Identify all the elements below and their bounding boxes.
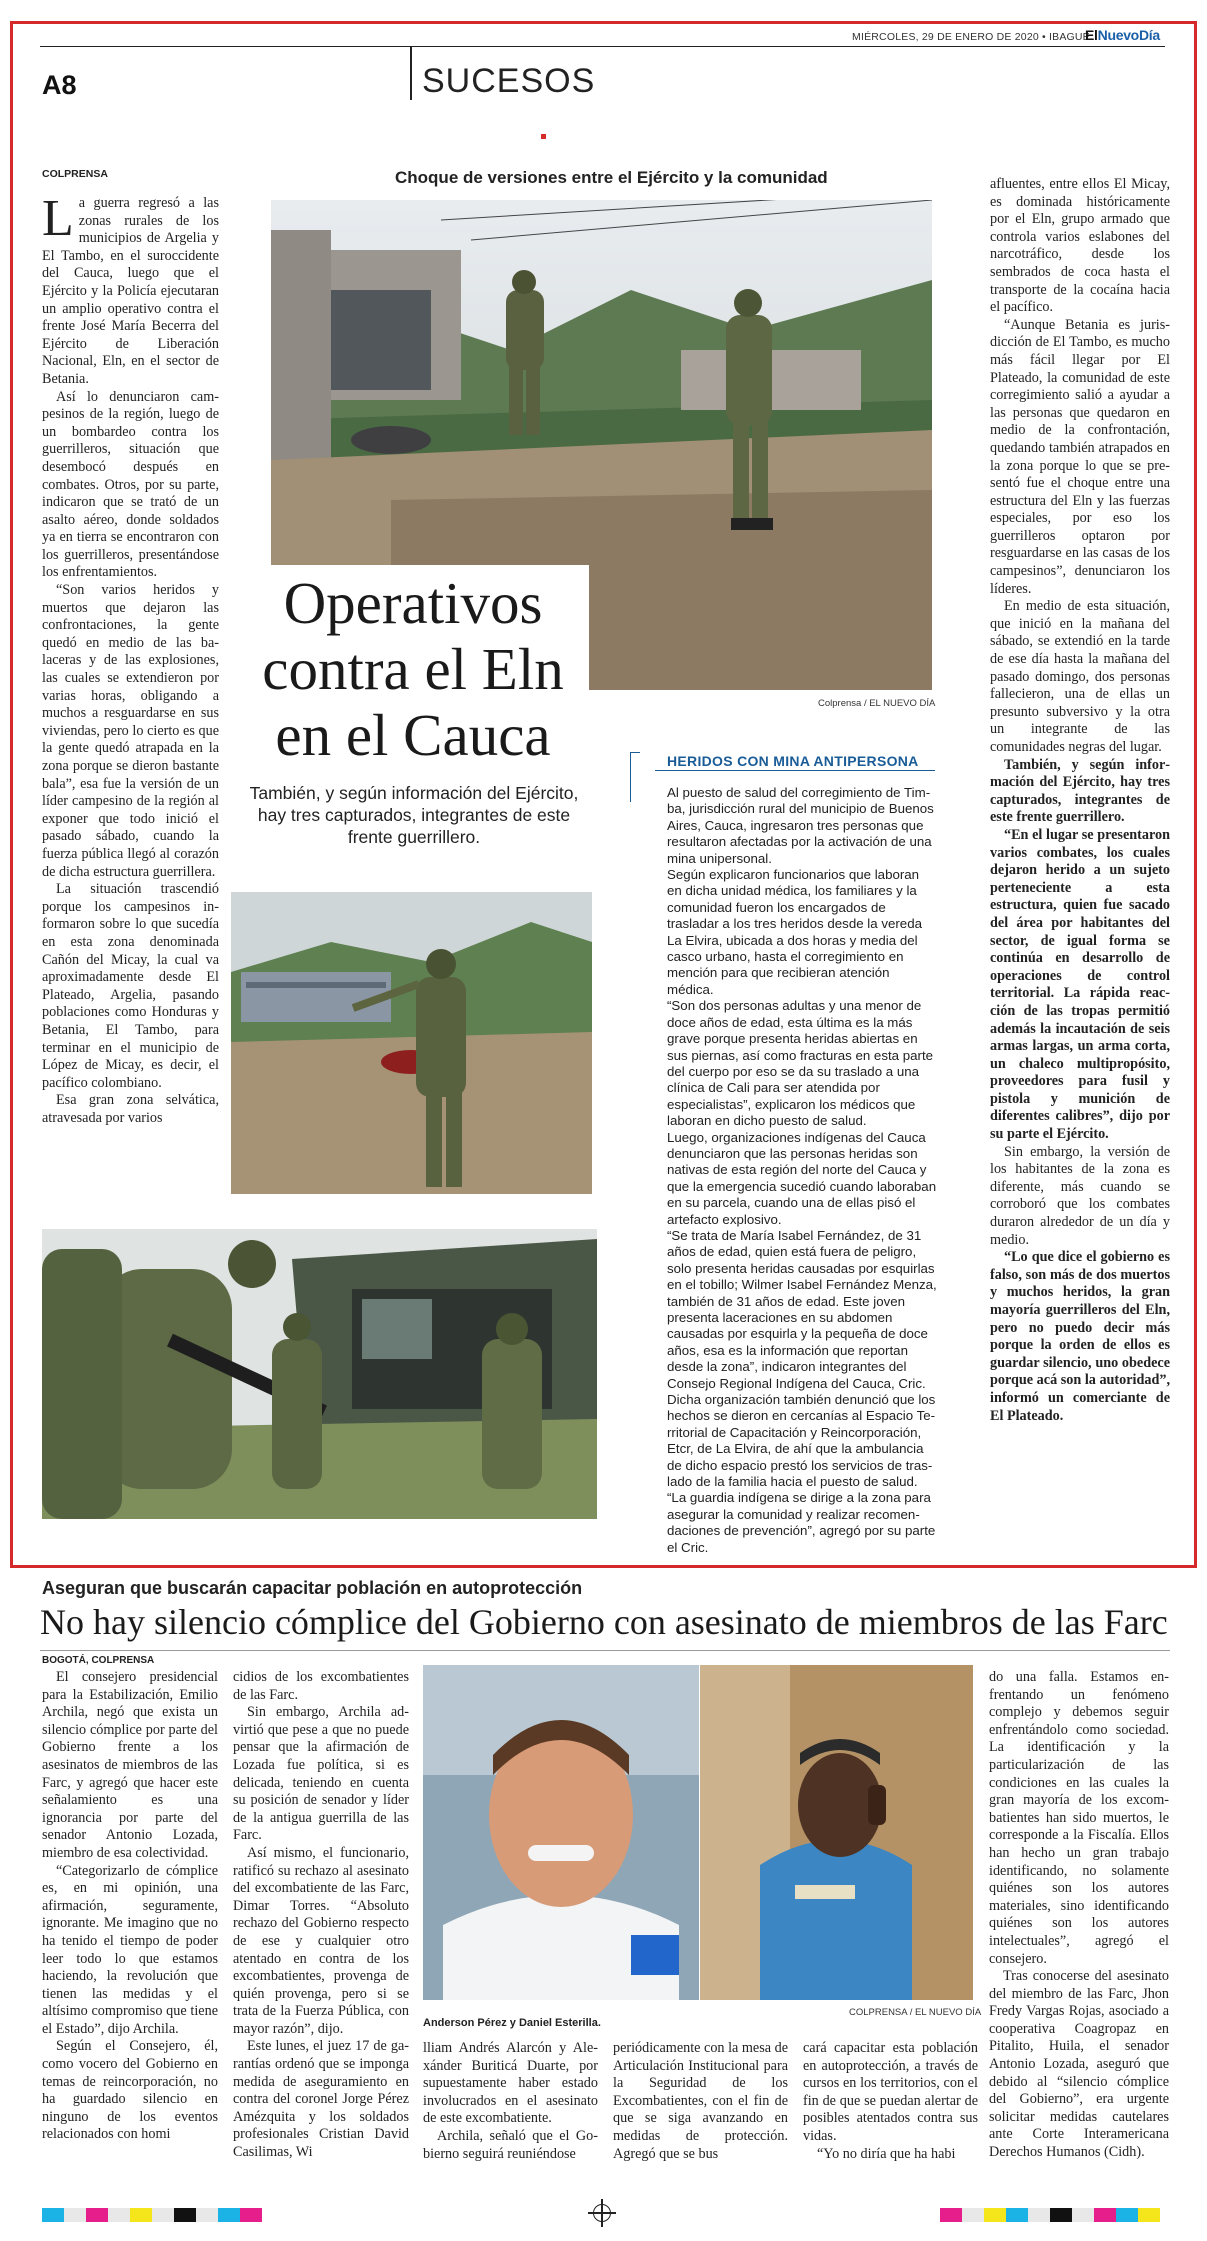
section-title: SUCESOS <box>422 62 596 100</box>
print-registration-bar-right <box>940 2207 1160 2226</box>
story2-col1-p2: Según el Consejero, él, como vocero del Gobierno en temas de reincorporación, no ha guardado silencio en ninguno de los eventos relacionados con homi <box>42 2038 218 2143</box>
sidebar-p0: Al puesto de salud del corregimiento de Timba, jurisdicción rural del municipio de Buenos Aires, Cauca, ingresaron tres personas que resultaron afectadas por la activación de una mina unipersonal. <box>667 785 934 866</box>
photo-anderson-perez <box>423 1665 699 2000</box>
registration-mark-cross-v <box>601 2199 603 2227</box>
sidebar-p3: Luego, organizaciones indígenas del Cauca denunciaron que las personas heridas son nativas de esta región del norte del Cauca y que la emergencia sucedió cuando laboraban en su parcela, cuando una de ellas pisó el artefacto explosivo. <box>667 1129 937 1227</box>
story1-col3-p0: afluentes, entre ellos El Micay, es dominada históricamente por el Eln, grupo armado que controla varios eslabones del narcotráfico, desde los sembrados de coca hasta el transporte de la cocaína hacia el pacífico. <box>990 176 1170 316</box>
story1-col3-p6: “Lo que dice el gobierno es falso, son más de dos muertos y muchos heridos, la gran mayoría guerrilleros del Eln, pero no puedo decir más porque la orden de ellos es guardar silencio, uno obedece porque acá son la autoridad”, informó un comerciante de El Plateado. <box>990 1249 1170 1424</box>
story2-col2-p3: Este lunes, el juez 17 de garantías ordenó que se imponga medida de aseguramiento en contra del coronel Jorge Pérez Amézquita y los soldados profesionales Cristian David Casilimas, Wi <box>233 2038 409 2161</box>
story1-photo-caption: Choque de versiones entre el Ejército y la comunidad <box>395 168 828 187</box>
story2-kicker: Aseguran que buscarán capacitar población en autoprotección <box>42 1578 583 1598</box>
sidebar-bracket <box>630 752 640 802</box>
page-number: A8 <box>42 70 77 100</box>
sidebar-p6: “La guardia indígena se dirige a la zona para asegurar la comunidad y realizar recomendaciones de prevención”, agregó por su parte el Cric. <box>667 1490 936 1555</box>
photo-soldier-village <box>231 892 592 1194</box>
story1-col1-paragraph <box>42 190 219 389</box>
date-line: MIÉRCOLES, 29 DE ENERO DE 2020 • IBAGUÉ <box>852 31 1090 43</box>
drop-cap: L <box>42 190 74 247</box>
photo-daniel-esterilla <box>700 1665 973 2000</box>
story1-col1-p1: Así lo denunciaron campesinos de la región, luego de un bombardeo contra los guerrilleros, situación que desembocó después en combates. Otros, por su parte, indicaron que se trató de un asalto aéreo, donde soldados ya en tierra se encontraron con los guerrilleros, presentándose los enfrentamientos. <box>42 388 219 581</box>
story1-photo-credit: Colprensa / EL NUEVO DÍA <box>818 698 936 709</box>
story2-col6-p1: Tras conocerse del asesinato del miembro de las Farc, Jhon Fredy Vargas Rojas, asociado a cooperativa Coagropaz en Pitalito, Huila, el senador Antonio Lozada, aseguró que debido al “silencio cómplice del Gobierno”, era urgente solicitar medidas cautelares ante Corte Interamericana Derechos Humanos (Cidh). <box>989 1968 1169 2161</box>
story1-column-3 <box>990 176 1170 1425</box>
story2-col2-p0: cidios de los excombatientes de las Farc. <box>233 1669 409 1703</box>
sidebar-p2: “Son dos personas adultas y una menor de doce años de edad, esta última es la más grave porque presenta heridas abiertas en sus piernas, así como fracturas en esta parte del cuerpo por eso se da su traslado a una clínica de Cali para ser atendida por especialistas”, explicaron los médicos que laboran en dicho puesto de salud. <box>667 998 934 1129</box>
story2-col5-p1: “Yo no diría que ha habi <box>817 2145 956 2162</box>
headline-line-3: en el Cauca <box>275 702 551 768</box>
story2-column-5 <box>803 2040 978 2163</box>
sidebar-title: HERIDOS CON MINA ANTIPERSONA <box>667 753 919 769</box>
story2-col4-p0: periódicamente con la mesa de Articulación Institucional para la Seguridad de los Excombatientes, con el fin de que se siga avanzando en medidas de protección. Agregó que se bus <box>613 2040 788 2162</box>
story1-col1-p0: a guerra regresó a las zonas rurales de los municipios de Argelia y El Tambo, en el suroccidente del Cauca, luego que el Ejército y la Policía ejecutaran un amplio operativo contra el frente José María Becerra del Ejército de Liberación Nacional, Eln, en el sector de Betania. <box>42 195 219 387</box>
story1-headline <box>238 570 588 768</box>
story2-column-1 <box>42 1669 218 2144</box>
story1-col3-p4: “En el lugar se presentaron varios combates, los cuales dejaron herido a un sujeto perteneciente a esta estructura, quien fue sacado del área por habitantes del sector, de igual forma se continúa en desarrollo de operaciones de control territorial. La rápida reacción de las tropas permitió además la incautación de seis armas largas, un arma corta, un chaleco multipropósito, proveedores para fusil y pistola y munición de diferentes calibres”, dijo por su parte el Ejército. <box>990 826 1170 1143</box>
story2-rule <box>40 1650 1170 1651</box>
print-registration-bar-left <box>42 2207 262 2226</box>
sidebar-p1: Según explicaron funcionarios que laboran en dicha unidad médica, los familiares y la comunidad fueron los encargados de trasladar a los tres heridos desde la vereda La Elvira, ubicada a dos horas y media del casco urbano, hasta el corregimiento en mención para que recibieran atención médica. <box>667 867 922 997</box>
story2-headline: No hay silencio cómplice del Gobierno con asesinato de miembros de las Farc <box>40 1602 1168 1642</box>
sidebar-rule <box>655 770 935 771</box>
brand-part2: Nuevo <box>1097 27 1139 43</box>
story2-photo-caption: Anderson Pérez y Daniel Esterilla. <box>423 2017 601 2029</box>
story2-col3-p0: lliam Andrés Alarcón y Alexánder Buriticá Duarte, por supuestamente haber estado involucrados en el asesinato de este excombatiente. <box>423 2040 598 2127</box>
story1-subhead: También, y según información del Ejército, hay tres capturados, integrantes de este frente guerrillero. <box>249 783 579 847</box>
sidebar-p5: Dicha organización también denunció que los hechos se dieron en cercanías al Espacio Territorial de Capacitación y Reincorporación, Etcr, de La Elvira, de ahí que la ambulancia de dicho espacio prestó los servicios de traslado de la familia hacia el puesto de salud. <box>667 1392 936 1490</box>
story2-col5-p0: cará capacitar esta población en autoprotección, a través de cursos en los territorios, con el fin de que se puedan alertar de posibles atentados contra sus vidas. <box>803 2040 978 2144</box>
story2-col3-p1: Archila, señaló que el Gobierno seguirá reuniéndose <box>423 2127 598 2162</box>
story2-col2-p2: Así mismo, el funcionario, ratificó su rechazo al asesinato del excombatiente de las Farc, Dimar Torres. “Absoluto rechazo del Gobierno respecto de ese y cualquier otro atentado en contra de los excombatientes, provenga de quién provenga, pero si se trata de la Fuerza Pública, con mayor razón”, dijo. <box>233 1844 409 2037</box>
story2-byline: BOGOTÁ, COLPRENSA <box>42 1655 155 1666</box>
story2-col1-p0: El consejero presidencial para la Estabilización, Emilio Archila, negó que exista un silencio cómplice por parte del Gobierno frente a los asesinatos de miembros de las Farc, y agregó que hacer este señalamiento es una ignorancia por parte del senador Antonio Lozada, miembro de esa colectividad. <box>42 1669 218 1861</box>
story1-col1-p2: “Son varios heridos y muertos que dejaron las confrontaciones, la gente quedó en medio de las balaceras y de las explosiones, las cuales se extendieron por varias horas, obligando a muchos a resguardarse en sus viviendas, pero lo cierto es que la gente quedó atrapada en la zona porque se dieron bastante bala”, esa fue la versión de un líder campesino de la región al exponer que todo inició el pasado sábado, cuando la fuerza pública llegó al corazón de dicha estructura guerrillera. <box>42 582 219 880</box>
story1-column-1 <box>42 190 219 1127</box>
story1-col3-p3: También, y según información del Ejército, hay tres capturados, integrantes de este frente guerrillero. <box>990 756 1170 826</box>
headline-line-1: Operativos <box>283 570 543 636</box>
story2-column-4 <box>613 2040 788 2163</box>
story1-col3-p5: Sin embargo, la versión de los habitantes de la zona es diferente, más cuando se corroboró que los combates duraron alrededor de un día y medio. <box>990 1143 1170 1248</box>
sidebar-p4: “Se trata de María Isabel Fernández, de 31 años de edad, quien está fuera de peligro, solo presenta heridas causadas por esquirlas en el tobillo; Wilmer Isabel Fernández Menza, también de 31 años de edad. Este joven presenta laceraciones en su abdomen causadas por esquirla y la pequeña de doce años, esa es la información que reportan desde la zona”, indicaron integrantes del Consejo Regional Indígena del Cauca, Cric. <box>667 1227 937 1391</box>
story2-col6-p0: do una falla. Estamos enfrentando un fenómeno complejo y debemos seguir enfrentándolo como sociedad. La identificación y la particularización de las condiciones en las cuales la gran mayoría de los excombatientes han sido muertos, le corresponde a la Fiscalía. Ellos han hecho un gran trabajo identificando, no solamente quiénes son los autores materiales, sino identificando quiénes son los autores intelectuales”, agregó el consejero. <box>989 1669 1169 1967</box>
brand-part1: El <box>1085 27 1098 43</box>
story1-col3-p2: En medio de esta situación, que inició en la mañana del sábado, se extendió en la tarde de ese día hasta la mañana del pasado domingo, dos personas fallecieron, una de ellas un presunto subversivo y la otra un integrante de las comunidades negras del lugar. <box>990 598 1170 755</box>
story2-column-2 <box>233 1669 409 2162</box>
story2-column-6 <box>989 1669 1169 2162</box>
story2-photo-credit: COLPRENSA / EL NUEVO DÍA <box>849 2007 982 2018</box>
sidebar-body <box>667 785 937 1556</box>
story1-col3-p1: “Aunque Betania es jurisdicción de El Tambo, es mucho más fácil llegar por El Plateado, la comunidad de este corregimiento salió a ayudar a las personas que quedaron en medio de la confrontación, quedando también atrapados en la zona porque lo que se presentó fue el choque entre una estructura del Eln y las fuerzas especiales, por eso los guerrilleros optaron por resguardarse en las casas de los campesinos”, denunciaron los líderes. <box>990 316 1170 597</box>
story1-col1-p4: Esa gran zona selvática, atravesada por varios <box>42 1092 219 1126</box>
story1-col1-p3: La situación trascendió porque los campesinos informaron sobre lo que sucedía en esta zona denominada Cañón del Micay, la cual va aproximadamente desde El Plateado, Argelia, pasando poblaciones como Honduras y Betania, El Tambo, para terminar en el municipio de López de Micay, es decir, el pacífico colombiano. <box>42 881 219 1091</box>
story2-col2-p1: Sin embargo, Archila advirtió que pese a que no puede pensar que la afirmación de Lozada fue política, si es delicada, teniendo en cuenta su posición de senador y líder de la antigua guerrilla de las Farc. <box>233 1704 409 1844</box>
story2-col1-p1: “Categorizarlo de cómplice es, en mi opinión, una afirmación, seguramente, ignorante. Me imagino que no ha tenido el tiempo de poder leer todo lo que estamos haciendo, la revolución que tienen las medidas y el altísimo compromiso que tiene el Estado”, dijo Archila. <box>42 1862 218 2037</box>
brand-part3: Día <box>1138 27 1160 43</box>
story2-column-3 <box>423 2040 598 2163</box>
story1-byline: COLPRENSA <box>42 168 108 180</box>
headline-line-2: contra el Eln <box>262 636 564 702</box>
photo-soldiers-helicopter <box>42 1229 597 1519</box>
